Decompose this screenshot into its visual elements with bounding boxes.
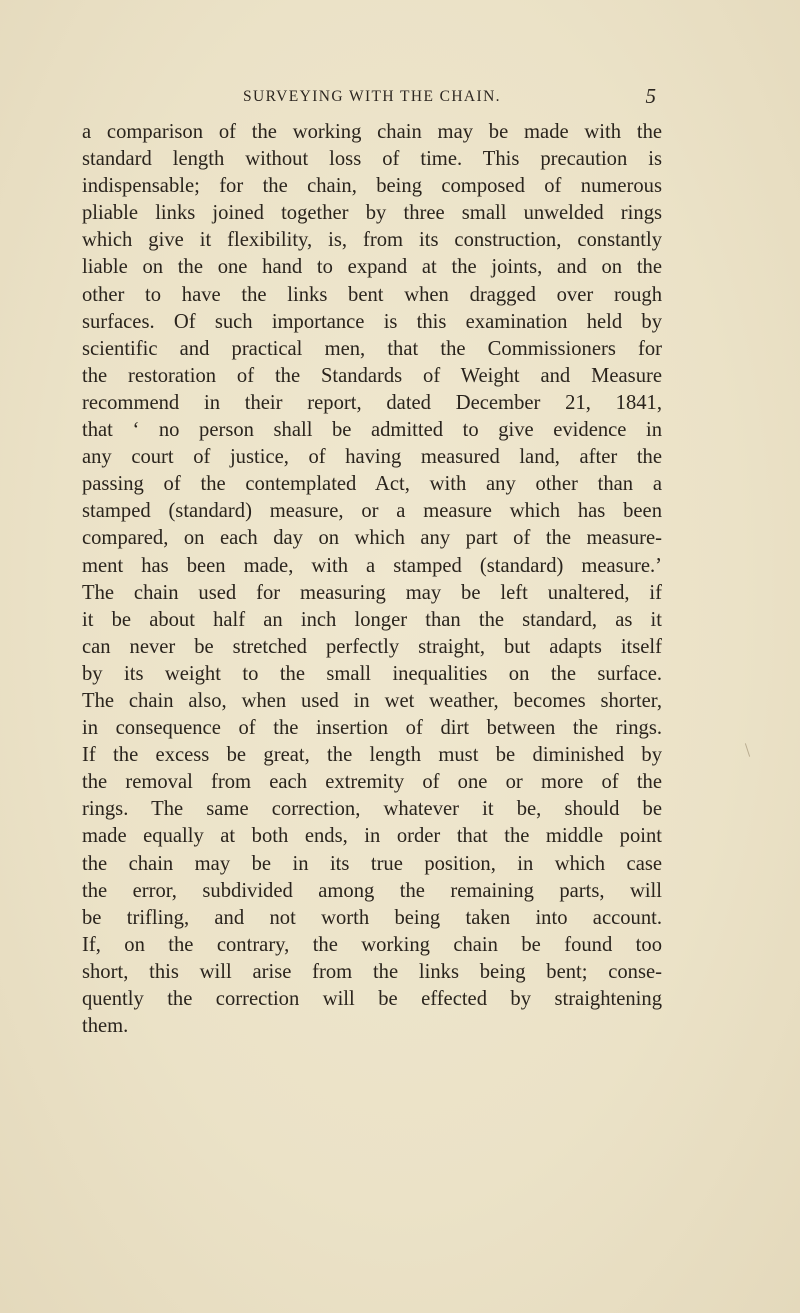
text-line: The chain used for measuring may be left unaltered, if [82, 581, 662, 604]
text-line: pliable links joined together by three small unwelded rings [82, 202, 662, 225]
text-line: that ‘ no person shall be admitted to give evidence in [82, 419, 662, 442]
text-line: scientific and practical men, that the Commissioners for [82, 337, 662, 360]
text-line: the chain may be in its true position, in which case [82, 852, 662, 875]
body-paragraph [82, 119, 662, 1040]
text-line-last: them. [82, 1015, 129, 1038]
text-line: which give it flexibility, is, from its construction, constantly [82, 229, 662, 252]
text-line: it be about half an inch longer than the standard, as it [82, 608, 662, 631]
text-line: indispensable; for the chain, being composed of numerous [82, 175, 662, 198]
text-line: stamped (standard) measure, or a measure which has been [82, 500, 662, 523]
text-line: made equally at both ends, in order that the middle point [82, 825, 662, 848]
text-line: If the excess be great, the length must be diminished by [82, 744, 662, 767]
text-line: rings. The same correction, whatever it be, should be [82, 798, 662, 821]
text-line: standard length without loss of time. This precaution is [82, 148, 662, 171]
text-line: surfaces. Of such importance is this examination held by [82, 310, 662, 333]
text-line: can never be stretched perfectly straight, but adapts itself [82, 635, 662, 658]
text-line: the error, subdivided among the remaining parts, will [82, 879, 662, 902]
text-line: If, on the contrary, the working chain be found too [82, 933, 662, 956]
text-line: recommend in their report, dated December 21, 1841, [82, 391, 662, 414]
text-line: quently the correction will be effected by straightening [82, 988, 662, 1010]
text-line: ment has been made, with a stamped (standard) measure.’ [82, 554, 662, 577]
text-line: The chain also, when used in wet weather, becomes shorter, [82, 689, 662, 712]
text-line: liable on the one hand to expand at the joints, and on the [82, 256, 662, 279]
text-line: the removal from each extremity of one or more of the [82, 771, 662, 794]
running-head: SURVEYING WITH THE CHAIN. [243, 88, 501, 105]
text-line: in consequence of the insertion of dirt between the rings. [82, 717, 662, 740]
text-line: compared, on each day on which any part of the measure- [82, 527, 662, 550]
text-line: by its weight to the small inequalities on the surface. [82, 662, 662, 685]
text-line: short, this will arise from the links being bent; conse- [82, 960, 662, 983]
text-line: a comparison of the working chain may be made with the [82, 121, 662, 143]
text-line: any court of justice, of having measured land, after the [82, 446, 662, 469]
page-header [88, 86, 656, 114]
text-line: passing of the contemplated Act, with any other than a [82, 473, 662, 496]
text-line: the restoration of the Standards of Weight and Measure [82, 364, 662, 387]
text-line: other to have the links bent when dragged over rough [82, 283, 662, 306]
paper-fleck [745, 743, 750, 757]
text-line: be trifling, and not worth being taken into account. [82, 906, 662, 929]
page-number: 5 [645, 84, 656, 108]
